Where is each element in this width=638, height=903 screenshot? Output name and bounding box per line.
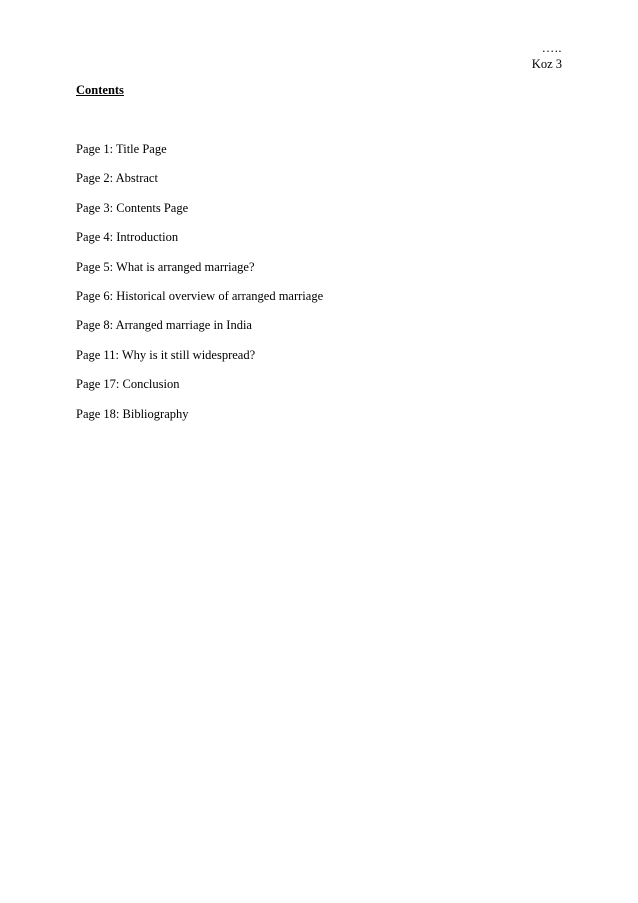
toc-entry: Page 11: Why is it still widespread? xyxy=(76,347,256,362)
page-header xyxy=(532,40,562,72)
toc-entry: Page 17: Conclusion xyxy=(76,377,180,392)
toc-entry: Page 3: Contents Page xyxy=(76,200,189,215)
toc-entry: Page 5: What is arranged marriage? xyxy=(76,259,255,274)
running-head: Koz 3 xyxy=(531,57,562,71)
toc-entry: Page 2: Abstract xyxy=(76,171,158,186)
table-of-contents xyxy=(76,141,323,435)
toc-entry: Page 18: Bibliography xyxy=(76,406,189,421)
header-ellipsis: ….. xyxy=(541,41,562,55)
toc-entry: Page 6: Historical overview of arranged marriage xyxy=(76,288,324,303)
toc-entry: Page 1: Title Page xyxy=(76,142,167,156)
toc-entry: Page 4: Introduction xyxy=(76,230,179,245)
contents-heading: Contents xyxy=(76,83,124,97)
toc-entry: Page 8: Arranged marriage in India xyxy=(76,318,252,333)
